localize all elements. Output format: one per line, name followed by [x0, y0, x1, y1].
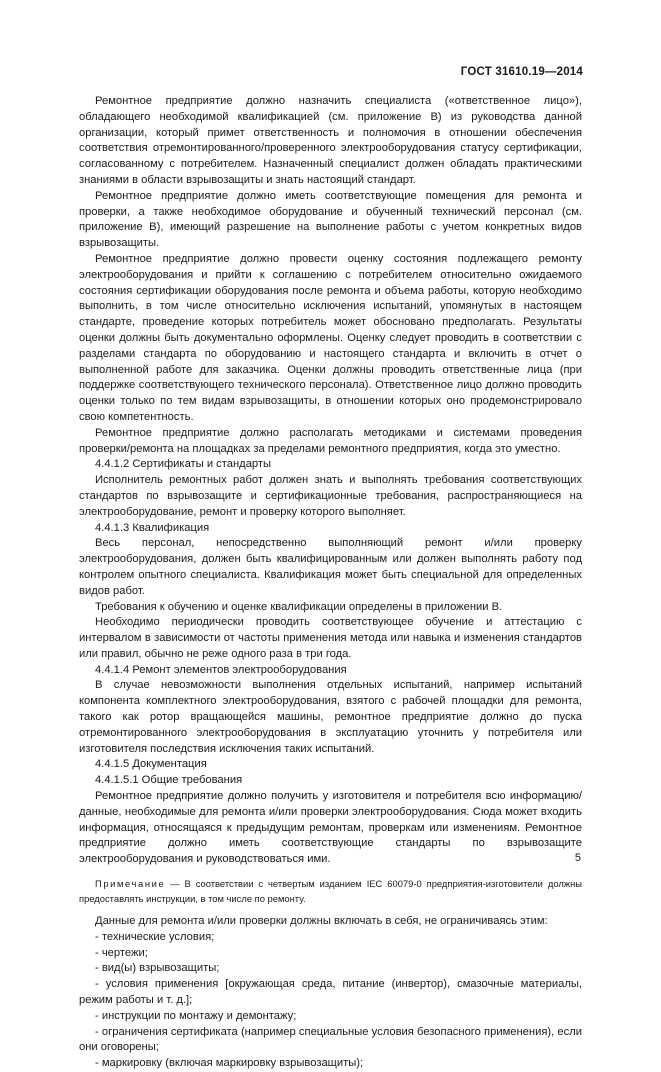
page-number: 5 — [574, 852, 581, 864]
paragraph: Ремонтное предприятие должно располагать методиками и системами проведения проверки/ремонта на площадках за пределами ремонтного предприятия, когда это уместно. — [79, 426, 582, 455]
note-label: Примечание — [95, 878, 166, 890]
list-item: - чертежи; — [95, 946, 148, 959]
list-item: - условия применения [окружающая среда, питание (инвертор), смазочные материалы, режим работы и т. д.]; — [79, 978, 582, 1007]
paragraph: Исполнитель ремонтных работ должен знать и выполнять требования соответствующих стандартов по взрывозащите и сертификационные требования, распространяющиеся на электрооборудование, ремонт и проверку которого выполняет. — [79, 474, 582, 518]
section-heading-4-4-1-5-1: 4.4.1.5.1 Общие требования — [95, 774, 243, 787]
paragraph: Ремонтное предприятие должно провести оценку состояния подлежащего ремонту электрооборудования и прийти к соглашению с потребителем относительно ожидаемого состояния сертификации оборудования после ремонта и объема работы, которую необходимо выполнить, в том числе относительно исключения испытаний, упомянутых в настоящем стандарте, проведение которых потребитель может обосновано предполагать. Результаты оценки должны быть документально оформлены. Оценку следует проводить в соответствии с разделами стандарта по оборудованию и настоящего стандарта и включить в отчет о выполненной работе для заказчика. Оценки должны проводить ответственные лица (при поддержке соответствующего технического персонала). Ответственное лицо должно проводить оценки только по тем видам взрывозащиты, в отношении которых оно продемонстрировало свою компетентность. — [79, 252, 582, 423]
section-heading-4-4-1-5: 4.4.1.5 Документация — [95, 758, 207, 771]
list-item: - технические условия; — [95, 930, 215, 943]
requirements-list — [79, 930, 582, 1072]
paragraph: Ремонтное предприятие должно получить у изготовителя и потребителя всю информацию/данные, необходимые для ремонта и/или проверки электрооборудования. Сюда может входить информация, относящаяся к предыдущим ремонтам, проверкам или изменениям. Ремонтное предприятие должно иметь соответствующие стандарты по взрывозащите электрооборудования и руководствоваться ими. — [79, 790, 582, 866]
paragraph: Необходимо периодически проводить соответствующее обучение и аттестацию с интервалом в зависимости от частоты применения метода или навыка и изменения стандартов или правил, обычно не реже одного раза в три года. — [79, 616, 582, 660]
note-text: — В соответствии с четвертым изданием IEC 60079-0 предприятия-изготовители должны предоставлять инструкции, в том числе по ремонту. — [79, 878, 582, 905]
list-intro: Данные для ремонта и/или проверки должны включать в себя, не ограничиваясь этим: — [95, 915, 548, 928]
paragraph: В случае невозможности выполнения отдельных испытаний, например испытаний компонента комплектного электрооборудования, взятого с рабочей площадки для ремонта, такого как ротор вращающейся машины, ремонтное предприятие должно до пуска отремонтированного электрооборудования в эксплуатацию уточнить у потребителя или изготовителя последствия исключения таких испытаний. — [79, 679, 582, 755]
section-heading-4-4-1-2: 4.4.1.2 Сертификаты и стандарты — [95, 458, 272, 471]
list-item: - инструкции по монтажу и демонтажу; — [95, 1009, 297, 1022]
list-item: - ограничения сертификата (например специальные условия безопасного применения), если они оговорены; — [79, 1025, 582, 1054]
list-item: - маркировку (включая маркировку взрывозащиты); — [95, 1057, 364, 1070]
note — [79, 876, 582, 906]
paragraph: Весь персонал, непосредственно выполняющий ремонт и/или проверку электрооборудования, должен быть квалифицированным или должен выполнять работу под контролем опытного специалиста. Квалификация может быть специальной для определенных видов работ. — [79, 537, 582, 597]
list-item: - вид(ы) взрывозащиты; — [95, 962, 220, 975]
paragraph: Ремонтное предприятие должно назначить специалиста («ответственное лицо»), обладающего необходимой квалификацией (см. приложение В) из руководства данной организации, который примет ответственность и полномочия в отношении обеспечения соответствия отремонтированного/проверенного электрооборудования статусу сертификации, согласованному с потребителем. Назначенный специалист должен обладать практическими знаниями в области взрывозащиты и знать настоящий стандарт. — [79, 95, 582, 186]
section-heading-4-4-1-3: 4.4.1.3 Квалификация — [95, 521, 210, 534]
paragraph: Ремонтное предприятие должно иметь соответствующие помещения для ремонта и проверки, а также необходимое оборудование и обученный технический персонал (см. приложение В), имеющий разрешение на выполнение работы с учетом конкретных видов взрывозащиты. — [79, 189, 582, 250]
document-body — [79, 94, 582, 1072]
section-heading-4-4-1-4: 4.4.1.4 Ремонт элементов электрооборудования — [95, 663, 347, 676]
document-code: ГОСТ 31610.19—2014 — [460, 66, 583, 78]
paragraph: Требования к обучению и оценке квалификации определены в приложении В. — [95, 600, 503, 613]
